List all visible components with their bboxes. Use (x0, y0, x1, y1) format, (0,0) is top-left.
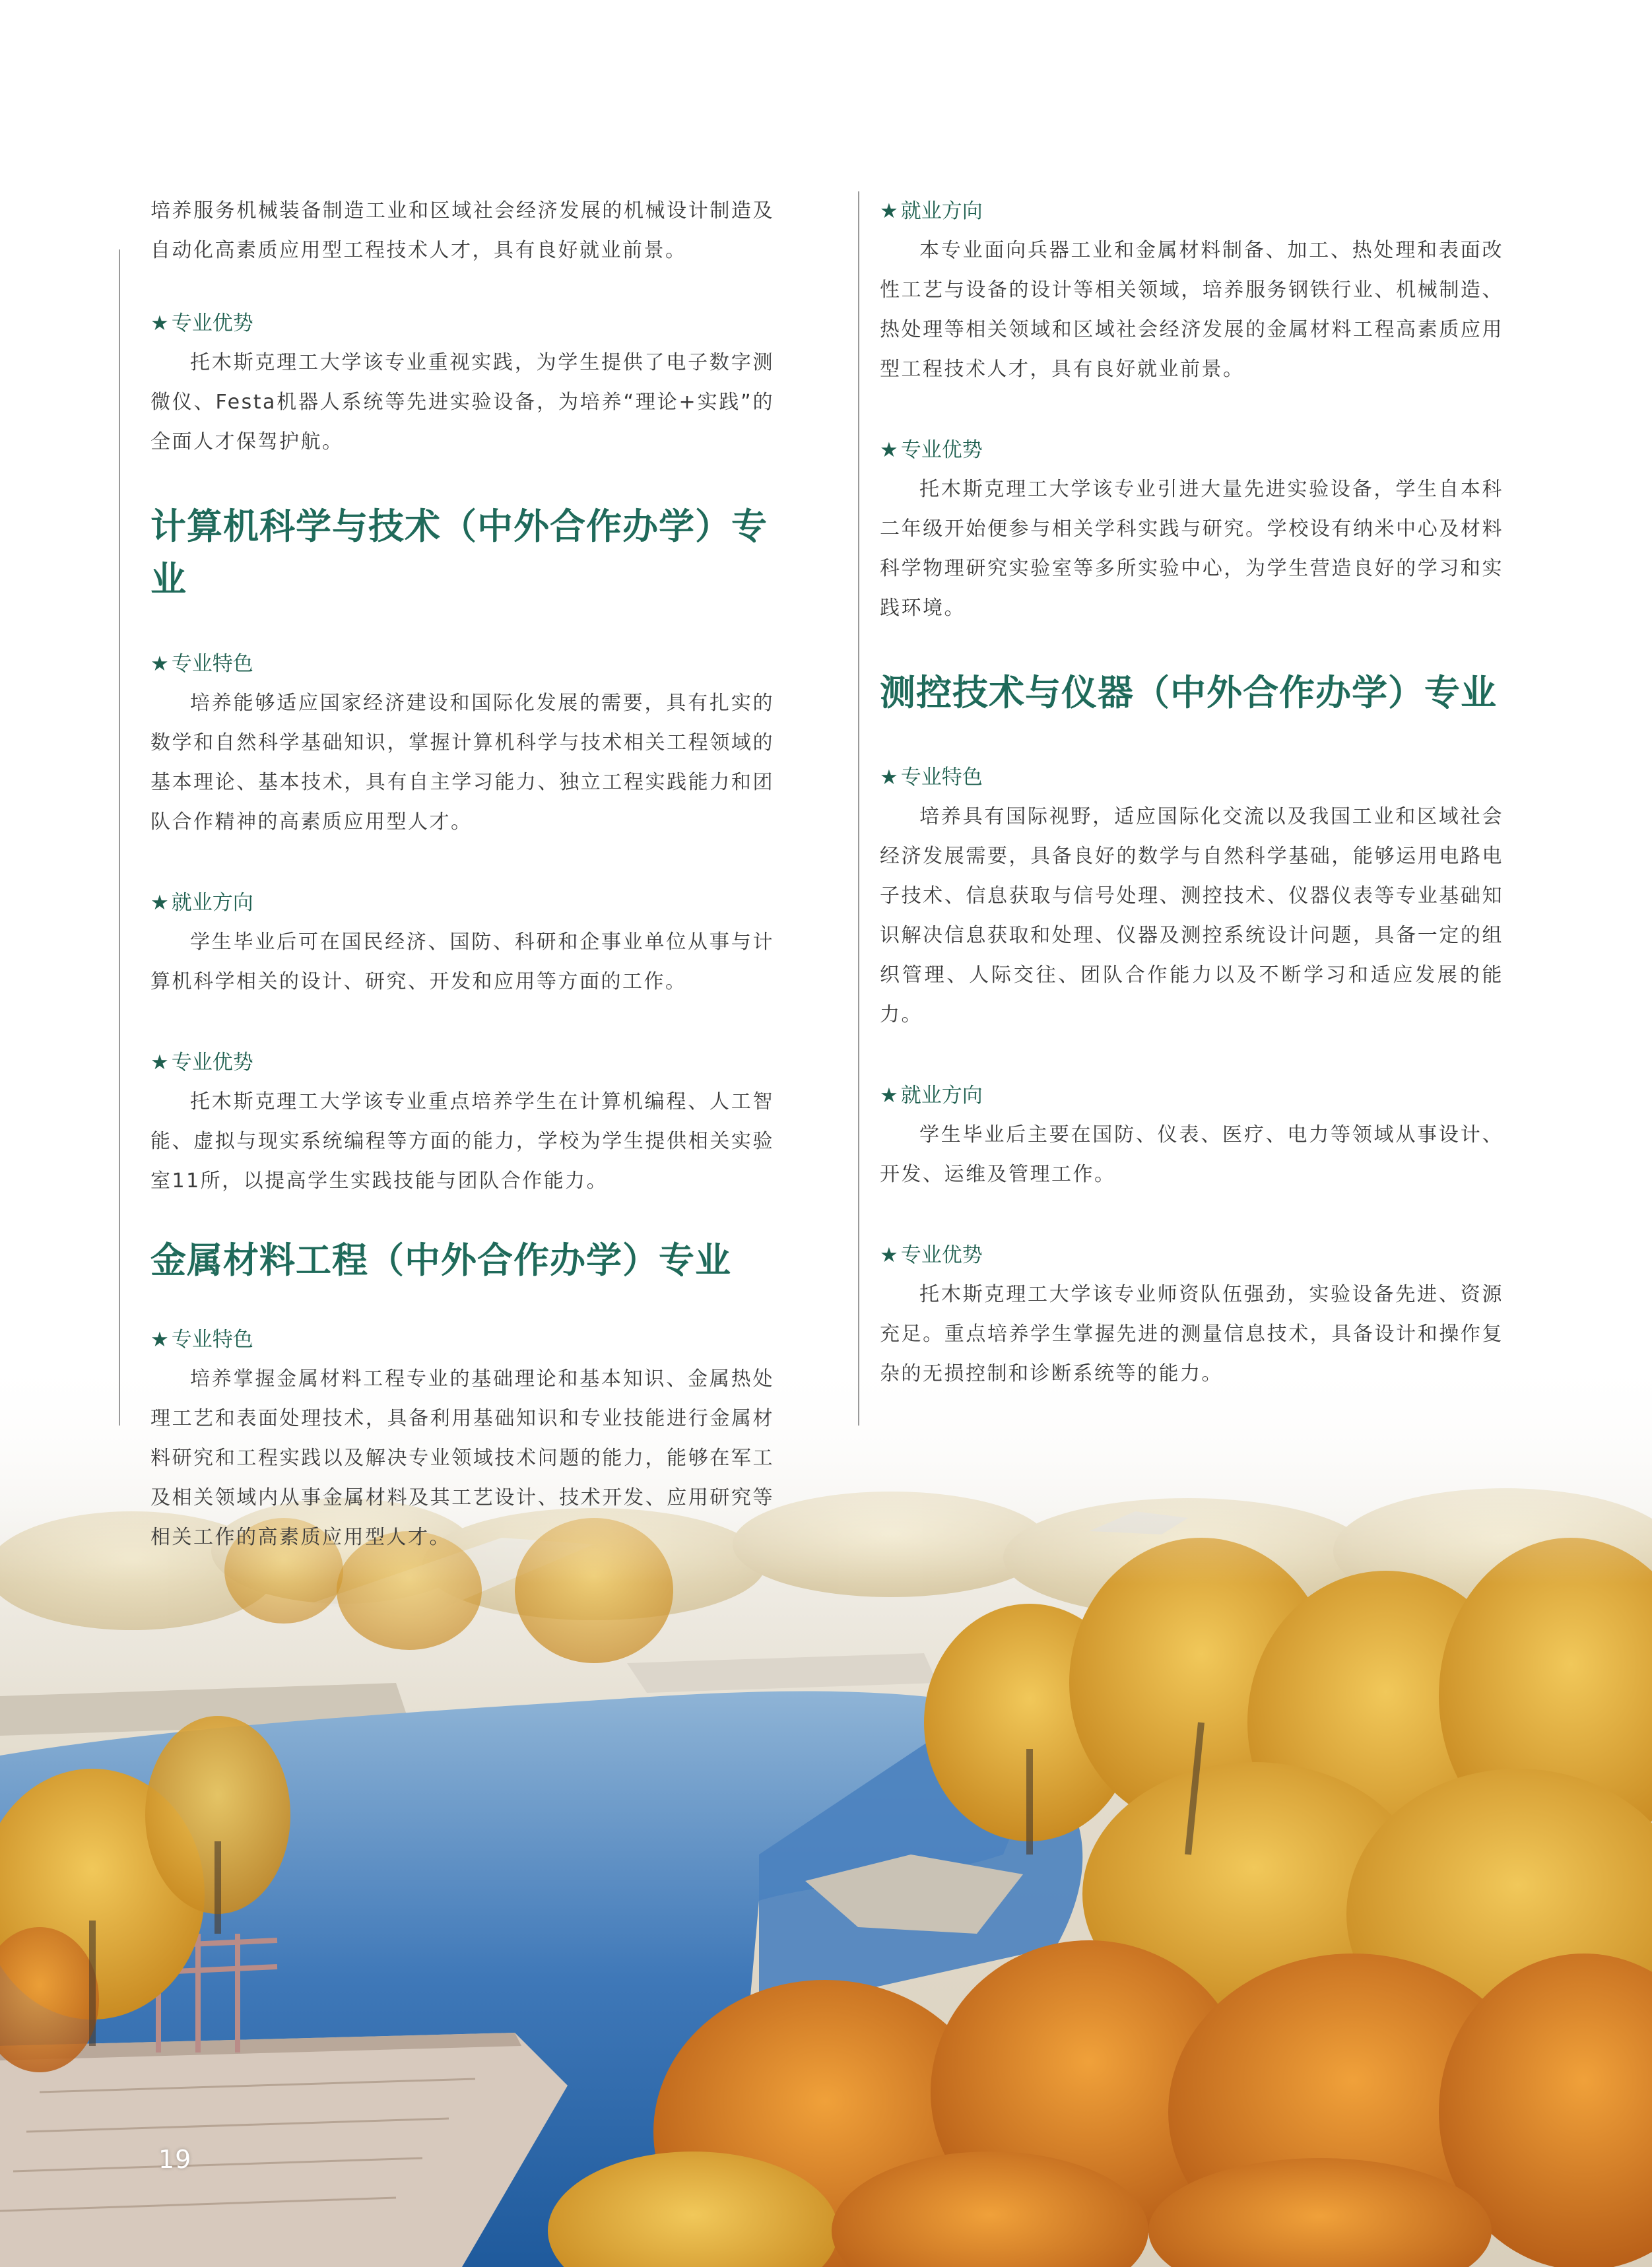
right-column-rule (858, 191, 859, 1426)
mc-advantage-label: ★ 专业优势 (880, 1243, 983, 1267)
star-icon: ★ (150, 312, 169, 335)
cs-section-title: 计算机科学与技术（中外合作办学）专业 (150, 506, 768, 600)
metal-advantage-text: 托木斯克理工大学该专业引进大量先进实验设备，学生自本科二年级开始便参与相关学科实践与研究。学校设有纳米中心及材料科学物理研究实验室等多所实验中心，为学生营造良好的学习和实践环境。 (880, 478, 1503, 620)
metal-career-text: 本专业面向兵器工业和金属材料制备、加工、热处理和表面改性工艺与设备的设计等相关领域，培养服务钢铁行业、机械制造、热处理等相关领域和区域社会经济发展的金属材料工程高素质应用型工程技术人才，具有良好就业前景。 (880, 239, 1503, 381)
right-column (880, 191, 1503, 1394)
metal-advantage-label: ★ 专业优势 (880, 438, 983, 462)
mc-career-label: ★ 就业方向 (880, 1084, 983, 1107)
star-icon: ★ (150, 1328, 169, 1352)
mech-advantage-text: 托木斯克理工大学该专业重视实践，为学生提供了电子数字测微仪、Festa机器人系统等先进实验设备，为培养“理论+实践”的全面人才保驾护航。 (150, 351, 774, 453)
cs-feature-label: ★ 专业特色 (150, 652, 253, 676)
star-icon: ★ (880, 766, 898, 789)
cs-advantage-text: 托木斯克理工大学该专业重点培养学生在计算机编程、人工智能、虚拟与现实系统编程等方面的能力，学校为学生提供相关实验室11所，以提高学生实践技能与团队合作能力。 (150, 1090, 774, 1193)
mc-advantage-text: 托木斯克理工大学该专业师资队伍强劲，实验设备先进、资源充足。重点培养学生掌握先进的测量信息技术，具备设计和操作复杂的无损控制和诊断系统等的能力。 (880, 1283, 1503, 1385)
mech-intro-text: 培养服务机械装备制造工业和区域社会经济发展的机械设计制造及自动化高素质应用型工程技术人才，具有良好就业前景。 (150, 199, 774, 262)
mc-career-text: 学生毕业后主要在国防、仪表、医疗、电力等领域从事设计、开发、运维及管理工作。 (880, 1123, 1503, 1186)
mc-section-title: 测控技术与仪器（中外合作办学）专业 (880, 672, 1497, 713)
mech-advantage-label: ★ 专业优势 (150, 312, 253, 335)
star-icon: ★ (880, 199, 898, 223)
cs-advantage-label: ★ 专业优势 (150, 1051, 253, 1074)
mc-feature-text: 培养具有国际视野，适应国际化交流以及我国工业和区域社会经济发展需要，具备良好的数学与自然科学基础，能够运用电路电子技术、信息获取与信号处理、测控技术、仪器仪表等专业基础知识解决信息获取和处理、仪器及测控系统设计问题，具备一定的组织管理、人际交往、团队合作能力以及不断学习和适应发展的能力。 (880, 805, 1503, 1026)
page-number: 19 (158, 2145, 192, 2174)
mc-feature-label: ★ 专业特色 (880, 766, 983, 789)
metal-career-label: ★ 就业方向 (880, 199, 983, 223)
left-column-rule (119, 249, 120, 1426)
metal-section-title: 金属材料工程（中外合作办学）专业 (150, 1239, 731, 1281)
star-icon: ★ (880, 1243, 898, 1267)
metal-feature-text: 培养掌握金属材料工程专业的基础理论和基本知识、金属热处理工艺和表面处理技术，具备利用基础知识和专业技能进行金属材料研究和工程实践以及解决专业领域技术问题的能力，能够在军工及相关领域内从事金属材料及其工艺设计、技术开发、应用研究等相关工作的高素质应用型人才。 (150, 1367, 774, 1549)
cs-feature-text: 培养能够适应国家经济建设和国际化发展的需要，具有扎实的数学和自然科学基础知识，掌握计算机科学与技术相关工程领域的基本理论、基本技术，具有自主学习能力、独立工程实践能力和团队合作精神的高素质应用型人才。 (150, 692, 774, 834)
left-column (150, 191, 774, 1558)
cs-career-label: ★ 就业方向 (150, 891, 253, 915)
star-icon: ★ (150, 652, 169, 676)
star-icon: ★ (880, 1084, 898, 1107)
metal-feature-label: ★ 专业特色 (150, 1328, 253, 1352)
star-icon: ★ (150, 891, 169, 915)
star-icon: ★ (880, 438, 898, 462)
cs-career-text: 学生毕业后可在国民经济、国防、科研和企事业单位从事与计算机科学相关的设计、研究、开发和应用等方面的工作。 (150, 931, 774, 993)
star-icon: ★ (150, 1051, 169, 1074)
